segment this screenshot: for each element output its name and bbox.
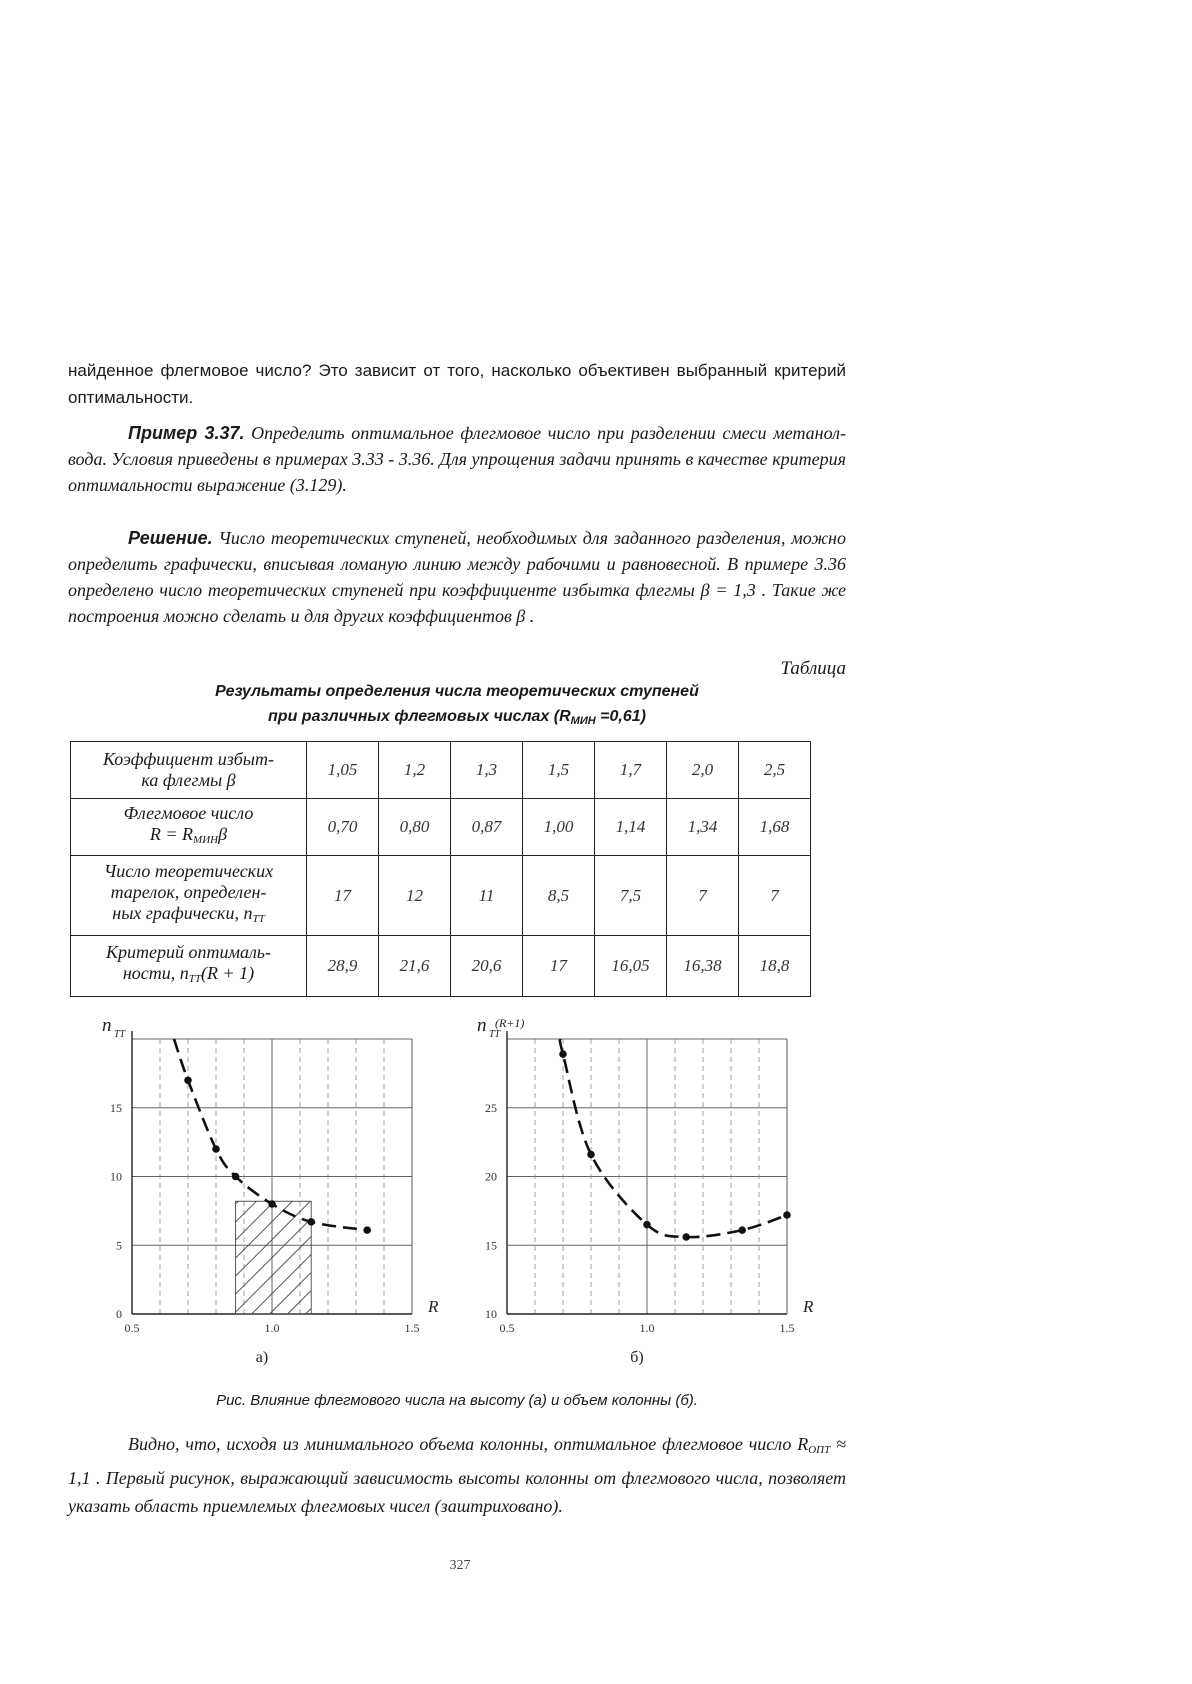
x-tick-label: 1.5: [404, 1321, 420, 1335]
hatch-line: [162, 1114, 362, 1314]
solution-lead: Решение.: [128, 528, 213, 548]
results-table: [70, 741, 811, 997]
row-head-line: [75, 963, 302, 990]
data-point: [307, 1218, 315, 1226]
row-head: [71, 856, 307, 936]
figure-caption: Рис. Влияние флегмового числа на высоту (а) и объем колонны (б).: [216, 1392, 698, 1409]
y-tick-label: 25: [485, 1100, 497, 1115]
x-tick-label: 0.5: [499, 1321, 515, 1335]
data-point: [682, 1233, 690, 1241]
table-cell: 1,68: [739, 799, 811, 856]
row-head-line: Коэффициент избыт-: [103, 749, 274, 769]
row-head: [71, 936, 307, 997]
x-axis-label: R: [803, 1297, 814, 1316]
data-point: [232, 1173, 240, 1181]
caption-suffix: =0,61): [595, 708, 646, 725]
hatch-line: [126, 1114, 326, 1314]
table-cell: 1,14: [595, 799, 667, 856]
hatch-line: [72, 1114, 272, 1314]
hatch-line: [90, 1114, 290, 1314]
panel-label: а): [255, 1349, 269, 1366]
table-cell: 1,00: [523, 799, 595, 856]
y-tick-label: 5: [116, 1238, 122, 1253]
table-row: [71, 742, 811, 799]
table-row: [71, 936, 811, 997]
table-cell: 11: [451, 856, 523, 936]
x-tick-label: 1.5: [779, 1321, 795, 1335]
table-cell: 17: [523, 936, 595, 997]
data-point: [559, 1050, 567, 1058]
table-cell: 0,87: [451, 799, 523, 856]
example-paragraph: [68, 420, 846, 498]
y-axis-label-sub: ТТ: [489, 1029, 501, 1040]
x-tick-label: 1.0: [639, 1321, 655, 1335]
example-text: Определить оптимальное флегмовое число при разделении смеси метанол-вода. Условия приведены в примерах 3.33 - 3.36. Для упрощения задачи принять в качестве критерия оптимальности выражение (3.129).: [68, 423, 846, 495]
formula-sub: ТТ: [252, 913, 265, 925]
table-cell: 21,6: [379, 936, 451, 997]
data-point: [363, 1226, 371, 1234]
data-point: [212, 1145, 220, 1153]
x-tick-label: 0.5: [124, 1321, 140, 1335]
formula-part: R = R: [149, 824, 194, 844]
series-curve: [560, 1039, 787, 1237]
formula-part: (R + 1): [201, 963, 255, 983]
row-head: [71, 799, 307, 856]
data-point: [587, 1151, 595, 1159]
row-head-line: [75, 824, 302, 851]
y-axis-label: n: [102, 1015, 112, 1036]
table-row: [71, 799, 811, 856]
table-cell: 1,34: [667, 799, 739, 856]
conclusion-sub: ОПТ: [808, 1444, 831, 1456]
hatch-line: [216, 1114, 416, 1314]
table-cell: 8,5: [523, 856, 595, 936]
y-axis-label-sub: ТТ: [114, 1029, 126, 1040]
formula-part: ных графически, n: [112, 903, 253, 923]
table-cell: 28,9: [307, 936, 379, 997]
hatch-line: [288, 1114, 488, 1314]
solution-text: Число теоретических ступеней, необходимых для заданного разделения, можно определить графически, вписывая ломаную линию между рабочими и равновесной. В примере 3.36 определено число теоретических ступеней при коэффициенте избытка флегмы β = 1,3 . Такие же построения можно сделать и для других коэффициентов β .: [68, 528, 846, 626]
chart-volume-vs-reflux: [465, 1015, 825, 1366]
hatch-line: [54, 1114, 254, 1314]
y-tick-label: 15: [110, 1100, 122, 1115]
conclusion-paragraph: [68, 1430, 846, 1520]
data-point: [268, 1200, 276, 1208]
y-tick-label: 0: [116, 1307, 122, 1321]
data-point: [643, 1221, 651, 1229]
x-tick-label: 1.0: [264, 1321, 280, 1335]
table-cell: 18,8: [739, 936, 811, 997]
table-cell: 16,05: [595, 936, 667, 997]
table-cell: 16,38: [667, 936, 739, 997]
row-head-line: ка флегмы β: [141, 770, 236, 790]
row-head-line: Критерий оптималь-: [106, 942, 271, 962]
table-cell: 1,3: [451, 742, 523, 799]
panel-label: б): [630, 1349, 644, 1366]
y-axis-label-suffix: (R+1): [495, 1016, 525, 1030]
formula-part: β: [218, 824, 228, 844]
table-cell: 1,05: [307, 742, 379, 799]
hatch-line: [36, 1114, 236, 1314]
table-cell: 20,6: [451, 936, 523, 997]
table-cell: 7: [739, 856, 811, 936]
data-point: [184, 1076, 192, 1084]
table-cell: 17: [307, 856, 379, 936]
chart-height-vs-reflux: [90, 1015, 450, 1366]
page-number: 327: [449, 1558, 471, 1573]
intro-paragraph: найденное флегмовое число? Это зависит от того, насколько объективен выбранный критерий оптимальности.: [68, 361, 846, 407]
row-head: [71, 742, 307, 799]
hatch-line: [234, 1114, 434, 1314]
table-cell: 0,70: [307, 799, 379, 856]
table-cell: 2,5: [739, 742, 811, 799]
chart-1-group: [477, 1015, 814, 1366]
table-caption-line1: Результаты определения числа теоретических ступеней: [215, 683, 699, 700]
caption-prefix: при различных флегмовых числах (R: [268, 708, 571, 725]
y-tick-label: 15: [485, 1238, 497, 1253]
table-label: Таблица: [780, 658, 846, 679]
y-tick-label: 10: [110, 1169, 122, 1184]
hatch-line: [252, 1114, 452, 1314]
caption-sub: МИН: [570, 715, 596, 727]
y-axis-label: n: [477, 1015, 487, 1036]
row-head-line: Флегмовое число: [123, 803, 254, 823]
solution-paragraph: [68, 525, 846, 629]
row-head-line: тарелок, определен-: [110, 882, 267, 902]
conclusion-text: ≈ 1,1 . Первый рисунок, выражающий зависимость высоты колонны от флегмового числа, позволяет указать область приемлемых флегмовых чисел (заштриховано).: [68, 1434, 847, 1516]
row-head-line: [75, 903, 302, 930]
x-axis-label: R: [428, 1297, 439, 1316]
table-cell: 7: [667, 856, 739, 936]
table-cell: 0,80: [379, 799, 451, 856]
y-tick-label: 10: [485, 1307, 497, 1321]
table-caption: [68, 679, 846, 734]
formula-sub: МИН: [193, 834, 219, 846]
table-cell: 1,2: [379, 742, 451, 799]
table-cell: 2,0: [667, 742, 739, 799]
table-row: [71, 856, 811, 936]
y-tick-label: 20: [485, 1169, 497, 1184]
table-cell: 1,5: [523, 742, 595, 799]
table-cell: 1,7: [595, 742, 667, 799]
table-cell: 7,5: [595, 856, 667, 936]
row-head-line: Число теоретических: [103, 861, 274, 881]
data-point: [783, 1211, 791, 1219]
formula-part: ности, n: [122, 963, 189, 983]
example-lead: Пример 3.37.: [128, 423, 245, 443]
table-caption-line2: [68, 704, 846, 734]
formula-sub: ТТ: [188, 973, 202, 985]
hatch-line: [108, 1114, 308, 1314]
hatch-line: [180, 1114, 380, 1314]
data-point: [738, 1226, 746, 1234]
table-cell: 12: [379, 856, 451, 936]
hatch-line: [198, 1114, 398, 1314]
conclusion-text: Видно, что, исходя из минимального объема колонны, оптимальное флегмовое число R: [128, 1434, 809, 1454]
